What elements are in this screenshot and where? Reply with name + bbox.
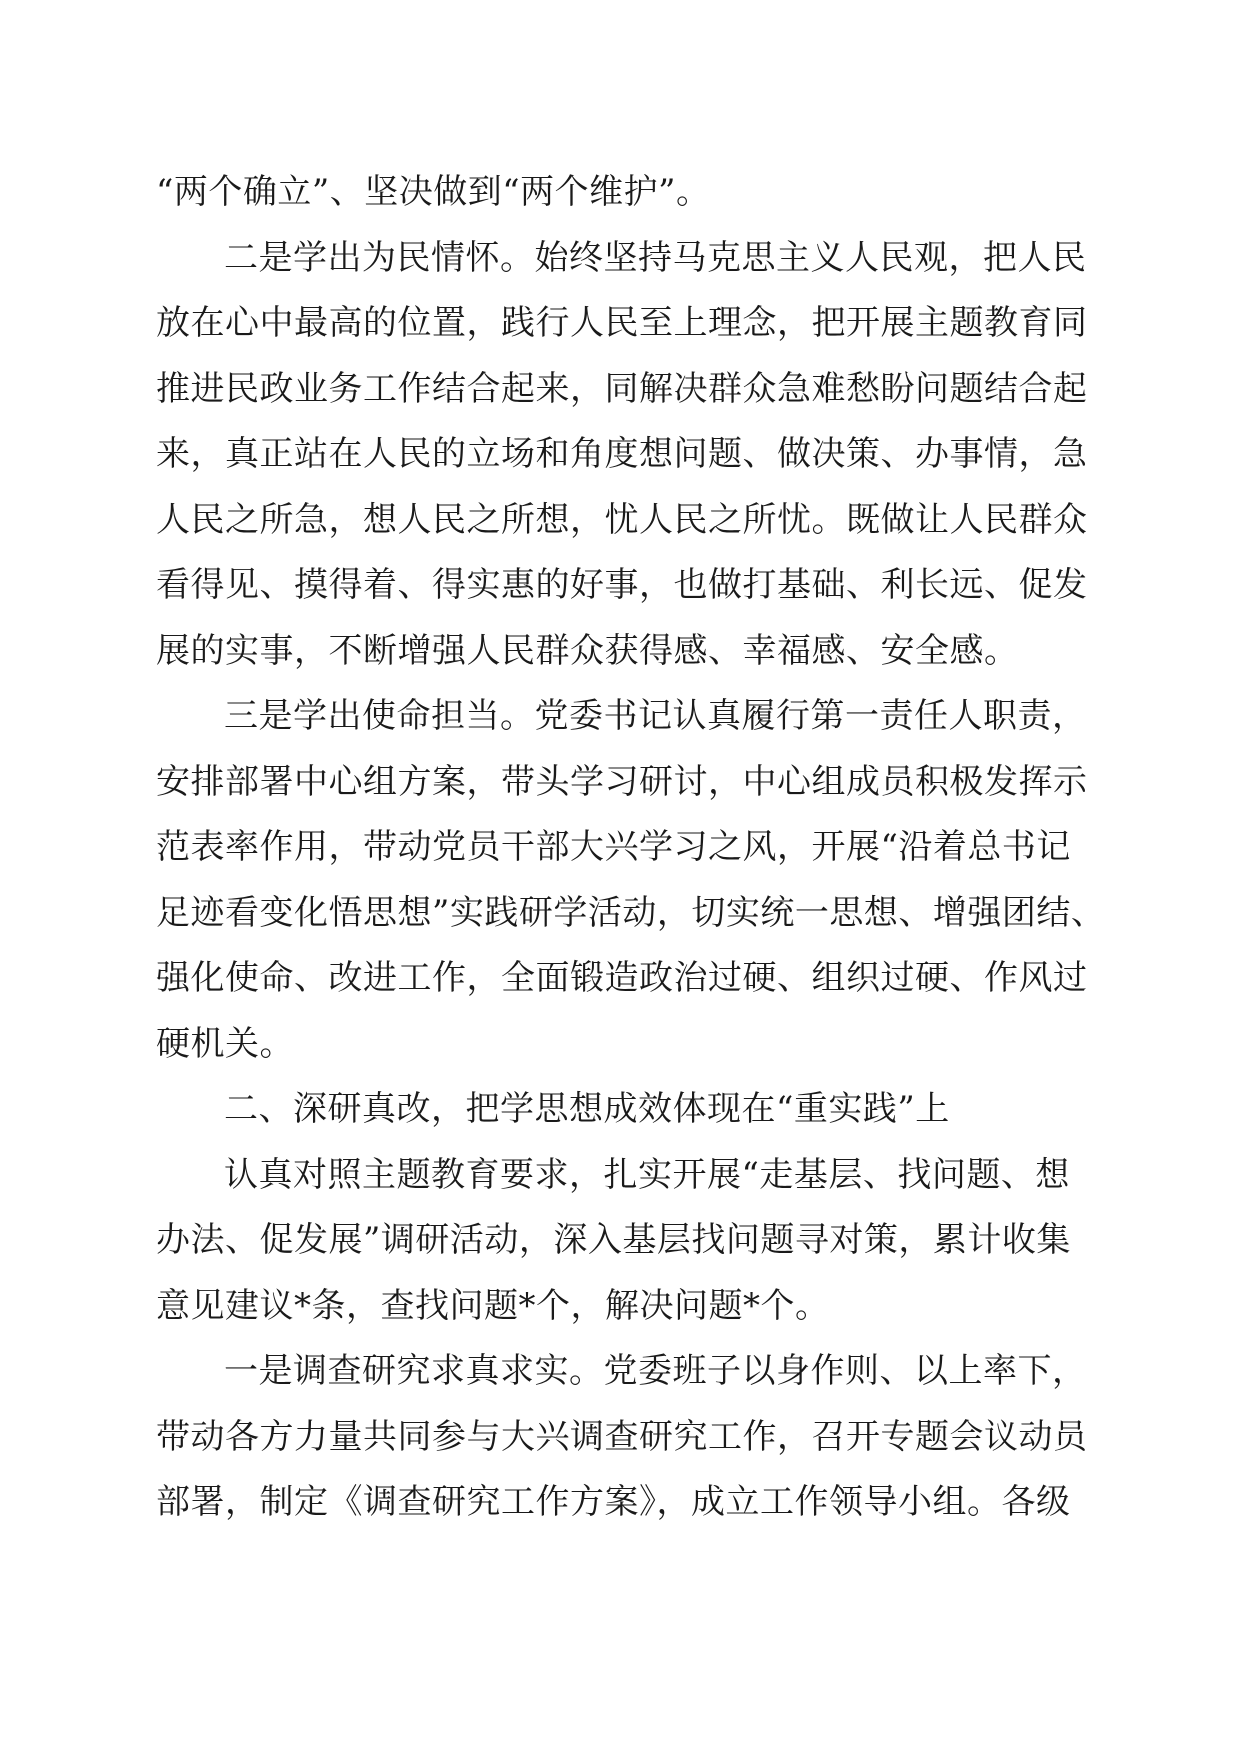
text-line: 二是学出为民情怀。始终坚持马克思主义人民观，把人民 [224, 237, 1087, 278]
text-line: 三是学出使命担当。党委书记认真履行第一责任人职责， [224, 696, 1087, 736]
text-line: 来，真正站在人民的立场和角度想问题、做决策、办事情，急 [156, 434, 1088, 474]
text-line: 推进民政业务工作结合起来，同解决群众急难愁盼问题结合起 [156, 368, 1088, 409]
text-line: 强化使命、改进工作，全面锻造政治过硬、组织过硬、作风过 [156, 958, 1088, 998]
text-line: 足迹看变化悟思想”实践研学活动，切实统一思想、增强团结、 [156, 892, 1106, 933]
text-line: 带动各方力量共同参与大兴调查研究工作，召开专题会议动员 [156, 1416, 1088, 1457]
text-line: 部署，制定《调查研究工作方案》，成立工作领导小组。各级 [156, 1482, 1071, 1522]
text-line: 人民之所急，想人民之所想，忧人民之所忧。既做让人民群众 [156, 499, 1088, 540]
text-line: 一是调查研究求真求实。党委班子以身作则、以上率下， [224, 1351, 1087, 1391]
text-line: “两个确立”、坚决做到“两个维护”。 [156, 172, 711, 212]
text-line: 放在心中最高的位置，践行人民至上理念，把开展主题教育同 [156, 303, 1088, 343]
text-line: 认真对照主题教育要求，扎实开展“走基层、找问题、想 [224, 1154, 1070, 1195]
text-line: 意见建议*条，查找问题*个，解决问题*个。 [156, 1285, 830, 1326]
text-line: 范表率作用，带动党员干部大兴学习之风，开展“沿着总书记 [156, 827, 1071, 867]
text-line: 展的实事，不断增强人民群众获得感、幸福感、安全感。 [156, 630, 1019, 671]
document-body [156, 160, 1106, 1536]
text-line: 硬机关。 [156, 1023, 294, 1064]
text-line: 二、深研真改，把学思想成效体现在“重实践”上 [224, 1089, 950, 1129]
text-line: 办法、促发展”调研活动，深入基层找问题寻对策，累计收集 [156, 1220, 1071, 1260]
text-line: 看得见、摸得着、得实惠的好事，也做打基础、利长远、促发 [156, 565, 1088, 605]
text-line: 安排部署中心组方案，带头学习研讨，中心组成员积极发挥示 [156, 761, 1088, 802]
